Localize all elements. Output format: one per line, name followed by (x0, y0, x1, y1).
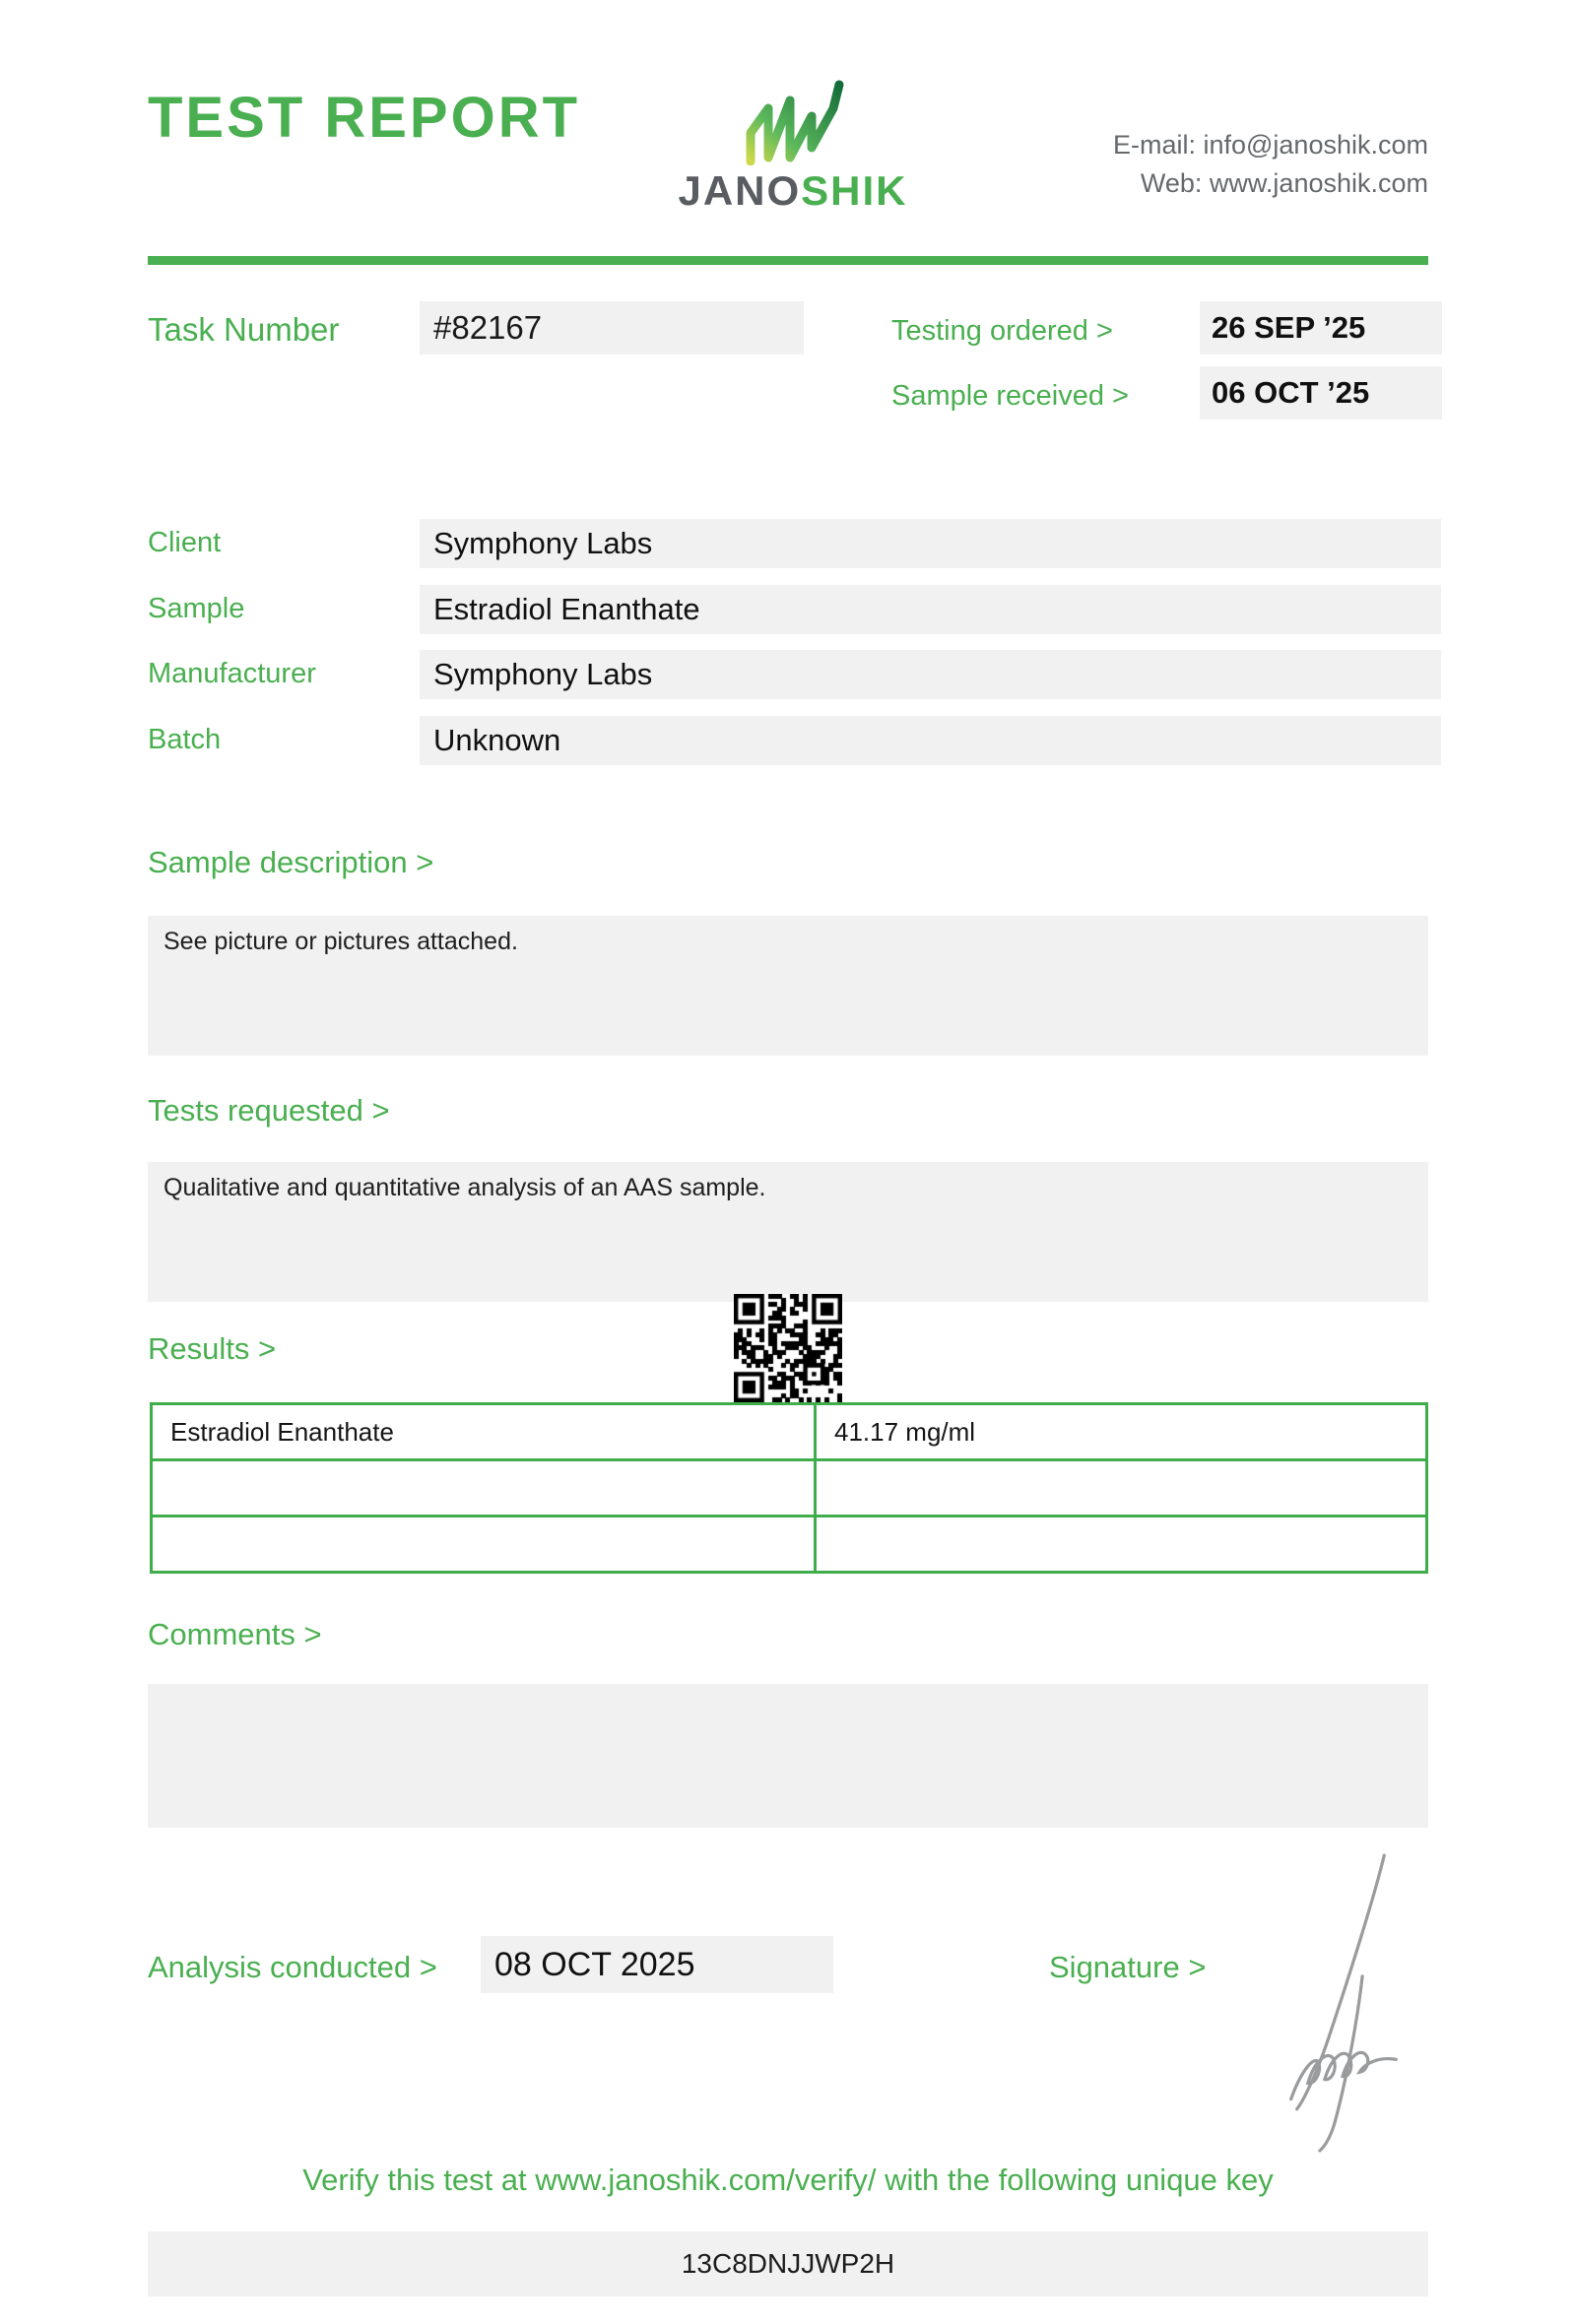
sample-value: Estradiol Enanthate (420, 585, 1441, 634)
info-row-sample (148, 585, 1428, 634)
header-divider (148, 256, 1428, 265)
result-name-cell (152, 1460, 816, 1517)
contact-email: E-mail: info@janoshik.com (1112, 130, 1428, 160)
result-name-cell: Estradiol Enanthate (152, 1404, 816, 1460)
contact-block (1113, 126, 1428, 203)
task-number-value: #82167 (420, 301, 804, 355)
client-value: Symphony Labs (420, 519, 1441, 568)
result-name-cell (152, 1517, 816, 1573)
task-number-label: Task Number (148, 311, 340, 348)
table-row (152, 1404, 1427, 1460)
batch-label: Batch (148, 724, 222, 755)
info-row-manufacturer (148, 650, 1428, 699)
tests-requested-box: Qualitative and quantitative analysis of an AAS sample. (148, 1162, 1428, 1302)
sample-label: Sample (148, 593, 245, 624)
logo-word-primary: JANO (678, 167, 802, 214)
signature-image (1253, 1849, 1430, 2157)
info-row-client (148, 519, 1428, 568)
result-value-cell (816, 1460, 1427, 1517)
info-row-batch (148, 716, 1428, 765)
analysis-conducted-value: 08 OCT 2025 (481, 1936, 833, 1993)
logo-word-secondary: SHIK (801, 167, 908, 214)
page-title: TEST REPORT (148, 86, 581, 150)
sample-description-heading: Sample description > (148, 845, 434, 879)
qr-code (734, 1294, 842, 1402)
result-value-cell (816, 1517, 1427, 1573)
table-row (152, 1517, 1427, 1573)
analysis-conducted-label: Analysis conducted > (148, 1950, 437, 1984)
contact-web: Web: www.janoshik.com (1140, 168, 1428, 198)
verify-text: Verify this test at www.janoshik.com/verify/ with the following unique key (302, 2163, 1274, 2197)
results-table (150, 1402, 1428, 1574)
manufacturer-label: Manufacturer (148, 658, 316, 689)
company-logo (650, 79, 936, 215)
verify-key: 13C8DNJJWP2H (148, 2231, 1428, 2296)
sample-received-label: Sample received > (891, 380, 1129, 412)
sample-description-box: See picture or pictures attached. (148, 916, 1428, 1056)
client-label: Client (148, 527, 222, 558)
result-value-cell: 41.17 mg/ml (816, 1404, 1427, 1460)
tests-requested-heading: Tests requested > (148, 1093, 390, 1128)
signature-label: Signature > (1049, 1950, 1207, 1984)
manufacturer-value: Symphony Labs (420, 650, 1441, 699)
batch-value: Unknown (420, 716, 1441, 765)
comments-box (148, 1684, 1428, 1828)
testing-ordered-label: Testing ordered > (891, 315, 1113, 347)
testing-ordered-value: 26 SEP ’25 (1200, 301, 1442, 355)
sample-received-value: 06 OCT ’25 (1200, 366, 1442, 420)
trend-up-peaks-icon (729, 79, 857, 165)
results-heading: Results > (148, 1331, 277, 1366)
comments-heading: Comments > (148, 1617, 322, 1651)
table-row (152, 1460, 1427, 1517)
logo-wordmark (650, 167, 936, 215)
